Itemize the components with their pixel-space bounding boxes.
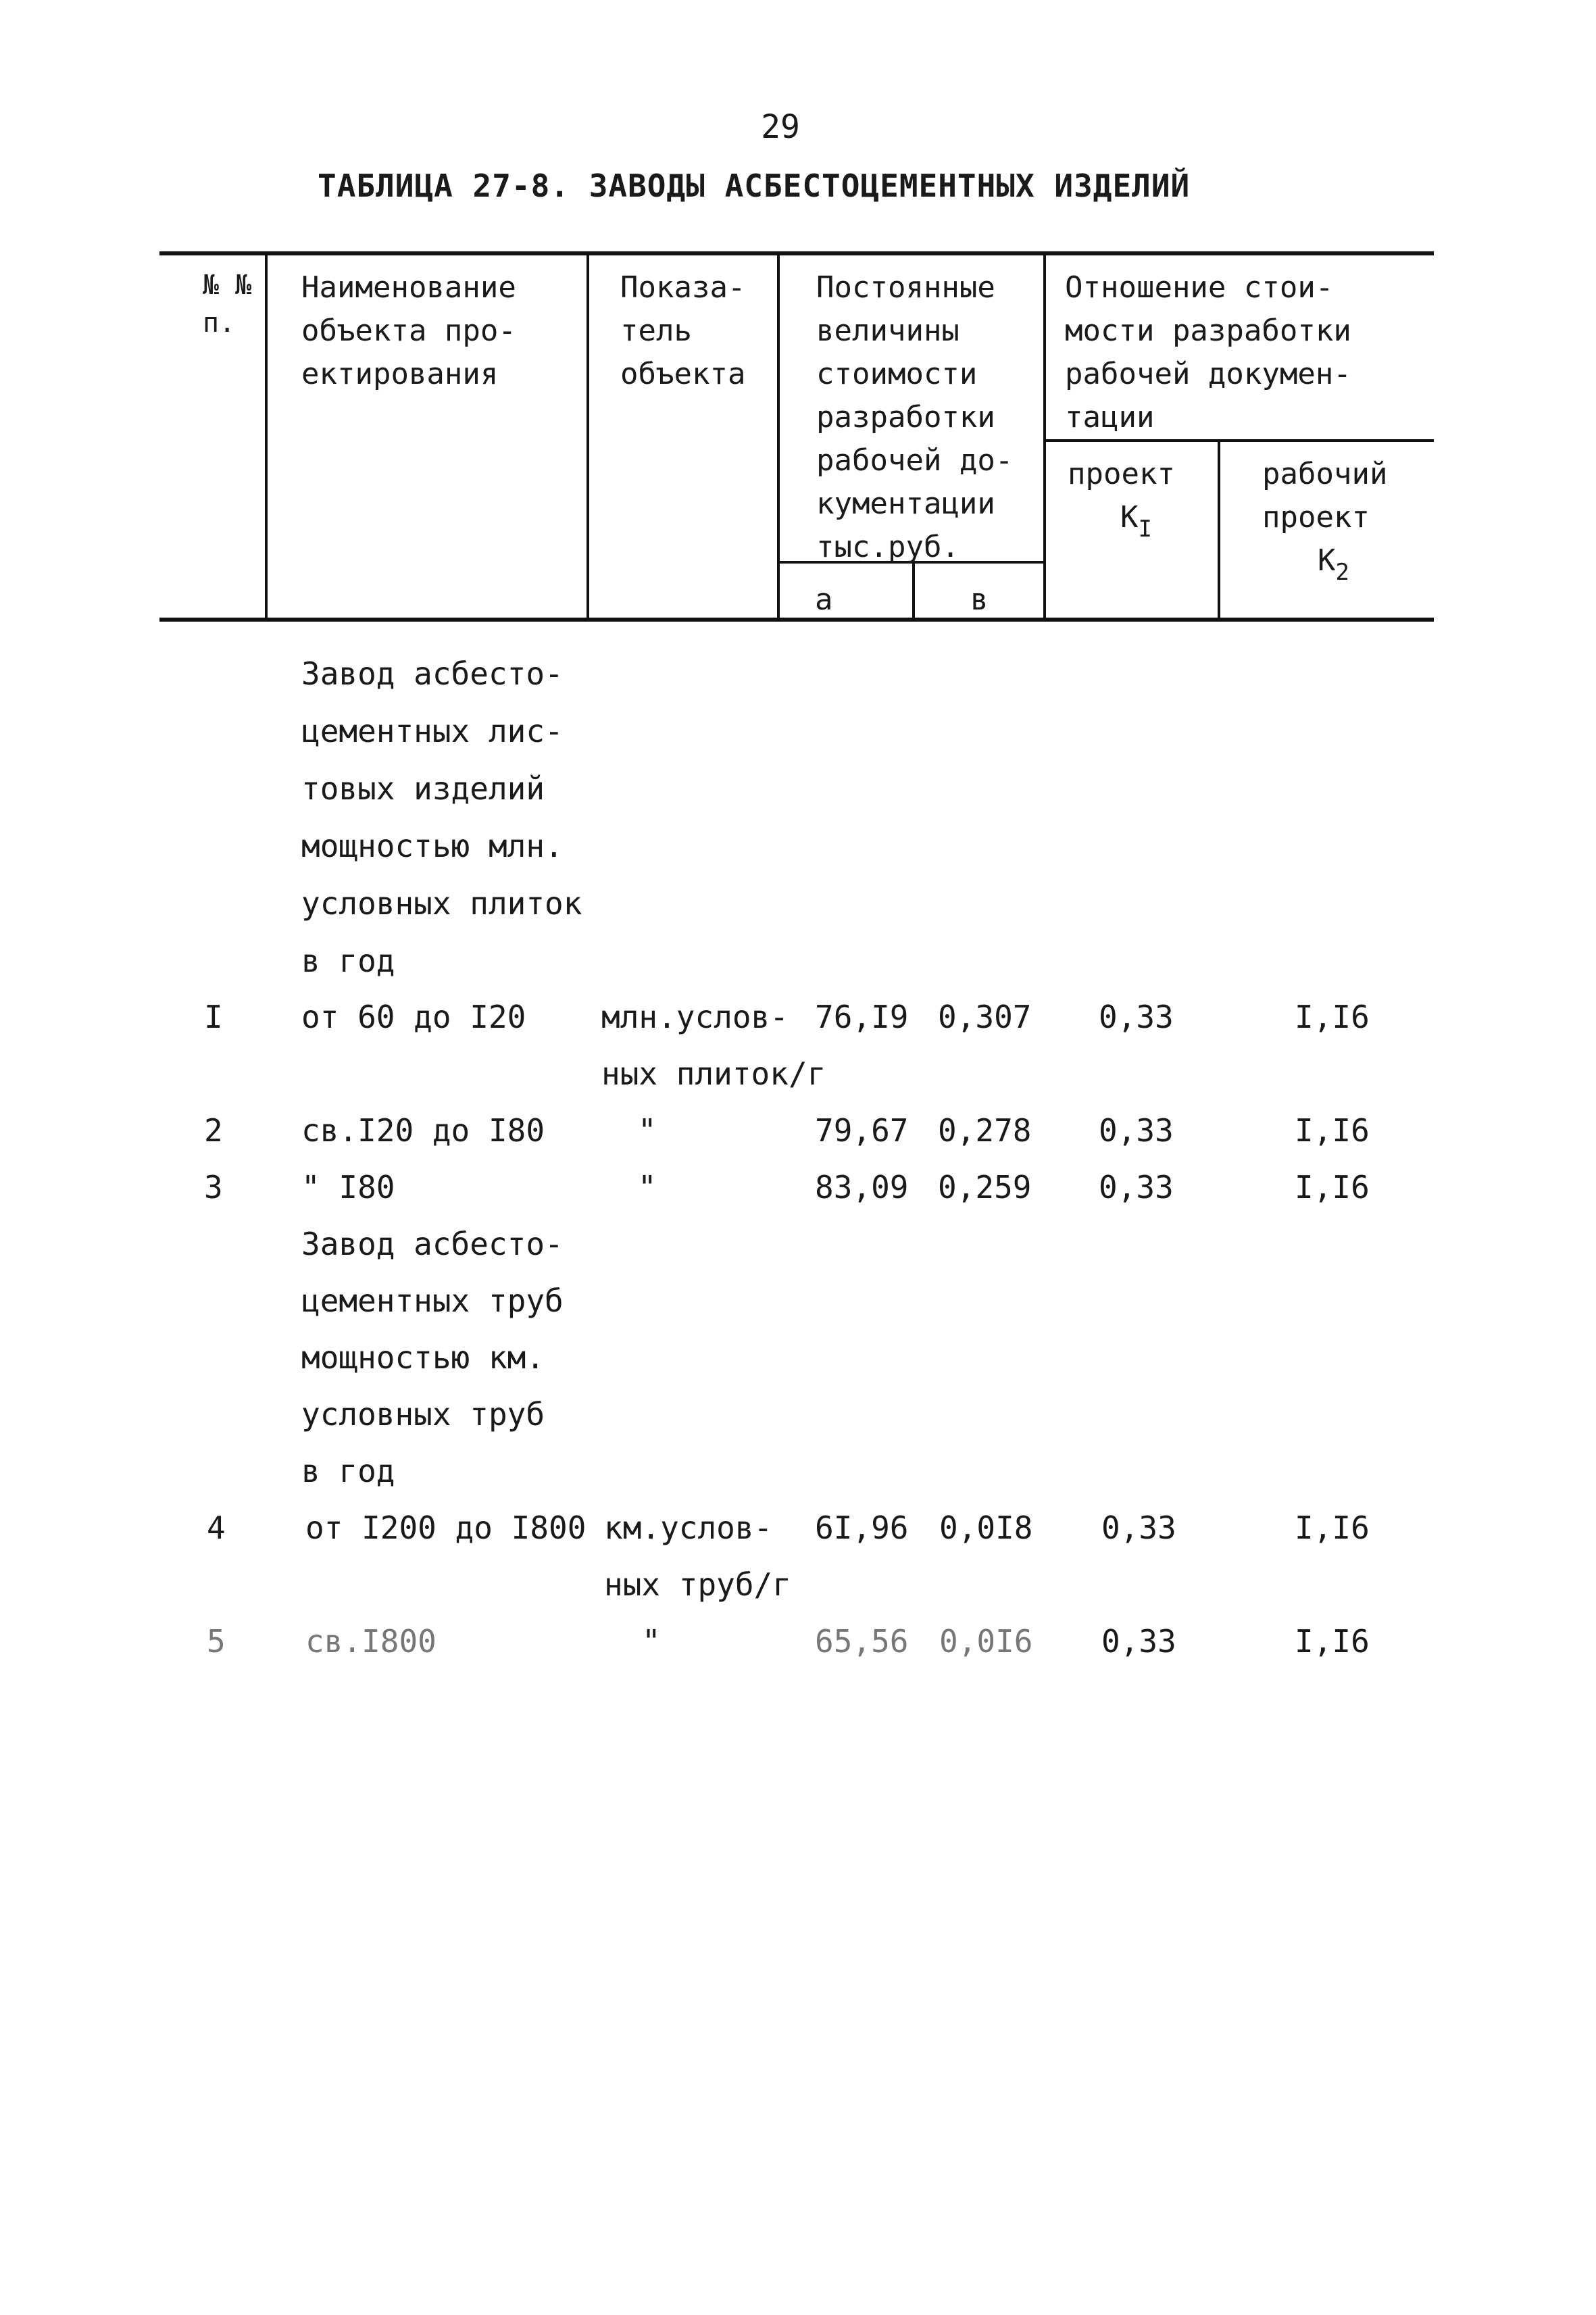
row-indicator-cont: ных труб/г xyxy=(604,1566,791,1603)
header-number: № № п. xyxy=(203,270,252,339)
row-value-k1: 0,33 xyxy=(1101,1510,1176,1546)
row-value-k1: 0,33 xyxy=(1099,999,1174,1035)
row-value-k2: I,I6 xyxy=(1295,1112,1370,1149)
k2-symbol: К xyxy=(1318,543,1336,578)
row-number: 2 xyxy=(204,1112,223,1149)
header-object-name: Наименование объекта про- ектирования xyxy=(301,270,516,391)
group-heading-line: в год xyxy=(301,1453,395,1489)
row-number: 4 xyxy=(207,1510,226,1546)
row-value-k2: I,I6 xyxy=(1295,1169,1370,1205)
row-indicator: км.услов- xyxy=(604,1510,773,1546)
header-col-a: а xyxy=(815,582,833,617)
row-object-name: " I80 xyxy=(301,1169,395,1205)
header-ratio: Отношение стои- мости разработки рабочей докумен- тации xyxy=(1065,270,1351,434)
row-value-a: 83,09 xyxy=(815,1169,909,1205)
row-value-a: 65,56 xyxy=(815,1623,909,1660)
row-indicator: млн.услов- xyxy=(601,999,789,1035)
row-value-k1: 0,33 xyxy=(1101,1623,1176,1660)
col-divider-3 xyxy=(777,251,780,620)
row-number: 3 xyxy=(204,1169,223,1205)
group-heading-line: Завод асбесто- xyxy=(301,655,564,692)
col-divider-ab xyxy=(912,562,915,620)
row-value-a: 6I,96 xyxy=(815,1510,909,1546)
k1-symbol: К xyxy=(1120,500,1139,534)
k1-index: I xyxy=(1138,516,1152,543)
group-heading-line: цементных лис- xyxy=(301,713,564,749)
header-constants: Постоянные величины стоимости разработки рабочей до- кументации тыс.руб. xyxy=(816,270,1014,564)
row-number: I xyxy=(204,999,223,1035)
row-indicator: " xyxy=(638,1112,657,1149)
row-object-name: от 60 до I20 xyxy=(301,999,526,1035)
row-value-b: 0,259 xyxy=(938,1169,1032,1205)
header-k2-label: рабочий проект xyxy=(1262,457,1388,534)
row-indicator-cont: ных плиток/г xyxy=(601,1055,826,1092)
row-value-b: 0,278 xyxy=(938,1112,1032,1149)
col-divider-1 xyxy=(265,251,268,620)
row-number: 5 xyxy=(207,1623,226,1660)
group-heading-line: мощностью км. xyxy=(301,1339,545,1376)
page-number: 29 xyxy=(761,108,800,146)
header-k2-symbol xyxy=(1318,539,1349,584)
header-top-rule xyxy=(159,251,1434,255)
group-heading-line: Завод асбесто- xyxy=(301,1226,564,1262)
group-heading-line: мощностью млн. xyxy=(301,828,564,864)
col-divider-k xyxy=(1218,439,1220,620)
group-heading-line: условных плиток xyxy=(301,885,582,922)
row-value-b: 0,307 xyxy=(938,999,1032,1035)
col-divider-4 xyxy=(1043,251,1046,620)
row-value-k1: 0,33 xyxy=(1099,1169,1174,1205)
group-heading-line: товых изделий xyxy=(301,770,545,807)
row-value-k2: I,I6 xyxy=(1295,999,1370,1035)
row-value-k1: 0,33 xyxy=(1099,1112,1174,1149)
row-value-b: 0,0I8 xyxy=(939,1510,1033,1546)
row-object-name: св.I800 xyxy=(305,1623,437,1660)
group-heading-line: в год xyxy=(301,943,395,979)
header-indicator: Показа- тель объекта xyxy=(620,270,746,391)
row-value-a: 79,67 xyxy=(815,1112,909,1149)
header-col-b: в xyxy=(970,582,989,617)
row-indicator: " xyxy=(638,1169,657,1205)
row-value-a: 76,I9 xyxy=(815,999,909,1035)
col-divider-2 xyxy=(587,251,589,620)
group-heading-line: цементных труб xyxy=(301,1283,564,1319)
row-value-k2: I,I6 xyxy=(1295,1510,1370,1546)
table-title: ТАБЛИЦА 27-8. ЗАВОДЫ АСБЕСТОЦЕМЕНТНЫХ ИЗДЕЛИЙ xyxy=(318,168,1191,204)
header-bottom-rule xyxy=(159,618,1434,622)
header-k1-symbol xyxy=(1120,496,1152,541)
row-object-name: св.I20 до I80 xyxy=(301,1112,545,1149)
ratio-split-rule xyxy=(1045,439,1434,442)
row-value-k2: I,I6 xyxy=(1295,1623,1370,1660)
row-object-name: от I200 до I800 xyxy=(305,1510,587,1546)
row-value-b: 0,0I6 xyxy=(939,1623,1033,1660)
header-k1-label: проект xyxy=(1068,457,1175,491)
k2-index: 2 xyxy=(1335,559,1349,586)
group-heading-line: условных труб xyxy=(301,1396,545,1433)
row-indicator: " xyxy=(642,1623,661,1660)
